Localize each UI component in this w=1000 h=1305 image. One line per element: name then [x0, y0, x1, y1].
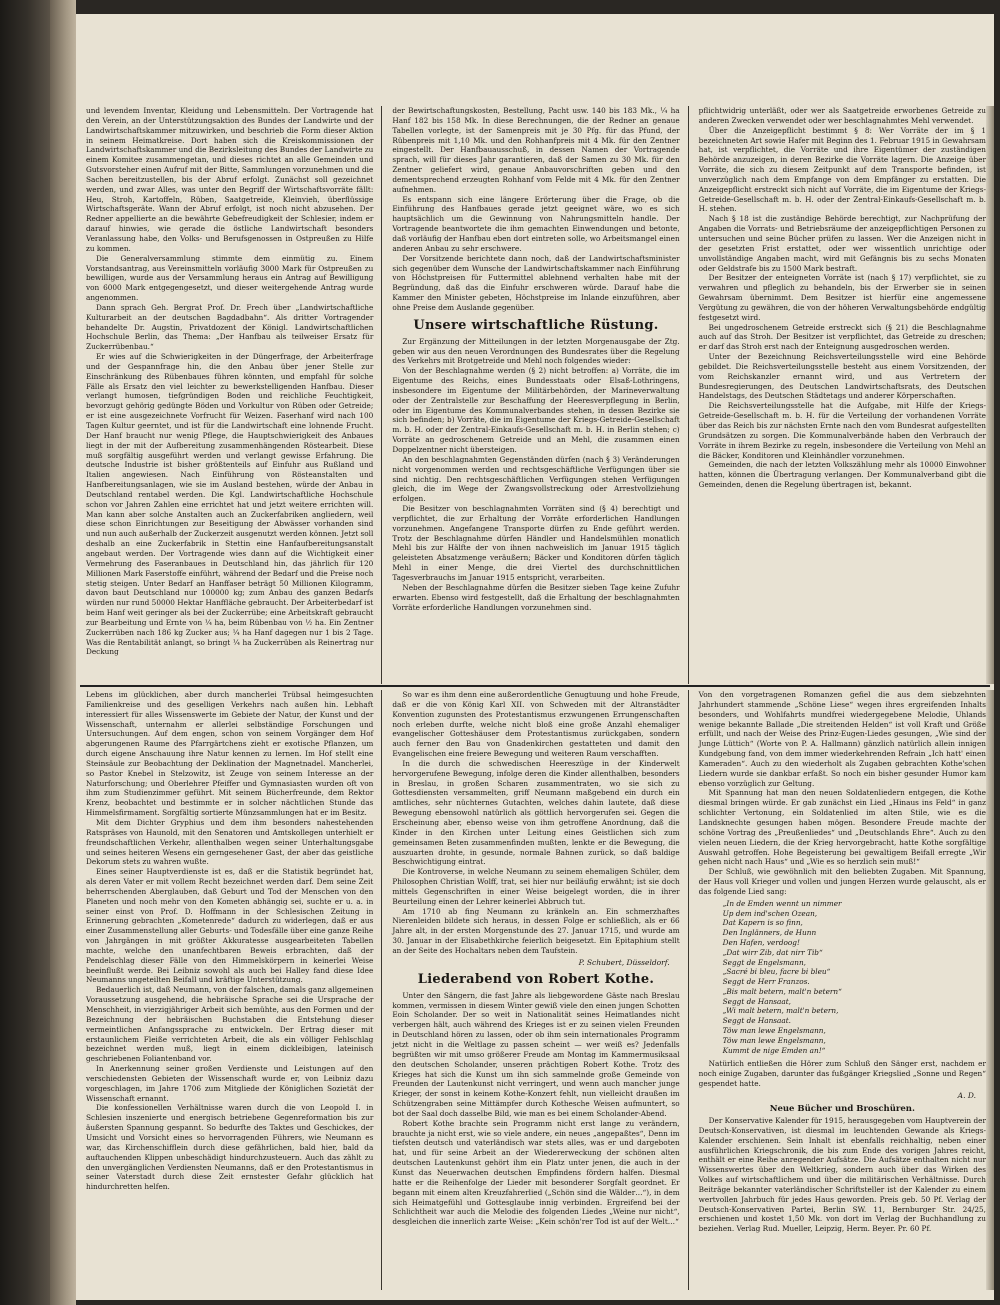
article-paragraph: Von den vorgetragenen Romanzen gefiel die aus dem siebzehnten Jahrhundert stammende „Schöne Liese“ wegen ihres ergreifenden Inhalts besonders, und Wohlfahrts mundfrei wiedergegebene Melodie, Uhlands wenige bekannte Ballade „Die streitenden Helden“ ist voll Kraft und Größe erfüllt, und nach der Weise des Prinz-Eugen-Liedes gesungen, „Wie sind der Junge Lüttich“ (Worte von P. A. Hallmann) gänzlich natürlich allein innigen Kundgebung fand, von dem immer wiederkehrenden Refrain „Ich hatt' einen Kameraden“. Auch zu den wiederholt als Zugaben gebrachten Kothe'schen Liedern wurde sie dankbar erfaßt. So noch ein bisher gesunder Humor kam ebenso vorzüglich zur Geltung. — [698, 690, 986, 788]
top-column-3 — [688, 106, 994, 684]
article-paragraph: Der Vorsitzende berichtete dann noch, daß der Landwirtschaftsminister sich gegenüber dem Wunsche der Landwirtschaftskammer nach Einführung von Höchstpreisen für Futtermittel ablehnend verhalten habe mit der Begründung, daß das die Einfuhr erschweren würde. Darauf habe die Kammer den Minister gebeten, Höchstpreise im Inlande einzuführen, aber ohne Preise dem Auslande gegenüber. — [392, 253, 680, 312]
lyric-line: Dat Kapern is so finn, — [722, 918, 803, 928]
section-divider — [80, 685, 990, 687]
article-paragraph: und levendem Inventar, Kleidung und Lebensmitteln. Der Vortragende hat den Verein, an der Unterstützungsaktion des Bundes der Landwirte und der Landwirtschaftskammer mitzuwirken, und beschrieb die Form dieser Aktion in seinem Heimatkreise. Dort haben sich die Kreiskommissionen der Landwirtschaftskammer und die Bezirksleitung des Bundes der Landwirte zu einem Komitee zusammengetan, und dieses richtet an alle Gemeinden und Gutsvorsteher einen Aufruf mit der Bitte, Sammlungen vorzunehmen und die Sachen bereitzustellen, bis der Abruf erfolgt. Zunächst soll gezeichnet werden, und zwar Alles, was unter den Begriff der Wirtschaftsvorräte fällt: Heu, Stroh, Kartoffeln, Rüben, Saatgetreide, Kleinvieh, überflüssige Wirtschaftsgeräte. Wann der Abruf erfolgt, ist noch nicht abzusehen. Der Redner appellierte an die bewährte Gebefreudigkeit der Schlesier, indem er darauf hinwies, wie gerade die östliche Landwirtschaft besonders Veranlassung habe, den Volks- und Berufsgenossen in Ostpreußen zu Hilfe zu kommen. — [86, 106, 374, 253]
author-signature: P. Schubert, Düsseldorf. — [578, 957, 670, 967]
page-fold-shadow — [986, 106, 994, 684]
article-paragraph: Robert Kothe brachte sein Programm nicht erst lange zu verändern, brauchte ja nicht erst, wie so viele andere, ein neues „angepaßtes“, Denn im tiefsten deutsch und vaterländisch war stets alles, was er und dargeboten hat, und für seine Arbeit an der Wiedererweckung der schönen alten deutschen Lautenkunst gehört ihm ein Platz unter jenen, die auch in der Kunst das Neuerwachen deutschen Empfindens fördern halfen. Diesmal hatte er die Reihenfolge der Lieder mit besonderer Sorgfalt geordnet. Er begann mit einem alten Kreuzfahrerlied („Schön sind die Wälder…“), in dem sich Heimatgefühl und Gottesglaube innig verbinden. Ergreifend bei der Schlichtheit war auch die Melodie des folgenden Liedes „Weine nur nicht“, desgleichen die innerlich zarte Weise: „Kein schön'rer Tod ist auf der Welt…“ — [392, 1118, 680, 1227]
article-paragraph: Lebens im glücklichen, aber durch mancherlei Trübsal heimgesuchten Familienkreise und des geselligen Verkehrs nach außen hin. Lebhaft interessiert für alles Wissenswerte im Gebiete der Natur, der Kunst und der Wissenschaft, unternahm er allerlei selbständige Forschungen und Untersuchungen. Auf dem engen, schon von seinem Vorgänger dem Hof abgerungenen Raume des Pfarrgärtchens zieht er exotische Pflanzen, um durch eigene Anschauung ihre Natur kennen zu lernen. Im Hof stellt eine Steinsäule zur Beobachtung der Deklination der Magnetnadel. Mancherlei, so Pastor Knebel in Stelzowitz, ist Zeuge von seinem Interesse an der Naturforschung; und Oberlehrer Pfeiffer und Gymnasiasten wurden oft von ihm zum Studienzimmer geführt. Mit seinem Bücherfreunde, dem Rektor Krenz, beobachtet und bestimmte er in solcher nächtlichen Stunde das Himmelsfirmament. Sorgfältig sortierte Münzsammlungen hat er im Besitz. — [86, 690, 374, 818]
article-paragraph: Neben der Beschlagnahme dürfen die Besitzer sieben Tage keine Zufuhr erwarten. Ebenso wird festgestellt, daß die Erhaltung der beschlagnahmten Vorräte erforderliche Handlungen vorzunehmen sind. — [392, 582, 680, 612]
article-paragraph: Die Generalversammlung stimmte dem einmütig zu. Einem Vorstandsantrag, aus Vereinsmitteln vorläufig 3000 Mark für Ostpreußen zu bewilligen, wurde aus der Versammlung heraus ein Antrag auf Bewilligung von 6000 Mark entgegengesetzt, und dieser weitergehende Antrag wurde angenommen. — [86, 253, 374, 303]
lyric-line: „Dat wirr Zib, dat nirr Tib“ — [722, 947, 823, 957]
article-paragraph: Die Kontroverse, in welche Neumann zu seinem ehemaligen Schüler, dem Philosophen Christian Wolff, trat, sei hier nur beiläufig erwähnt; ist sie doch mittels Gegenschriften in einer Weise beigelegt worden, die in ihrer Beurteilung einen der Lehrer keinerlei Abbruch tut. — [392, 867, 680, 906]
lyric-line: Töw man lewe Engelsmann, — [722, 1026, 826, 1036]
lyric-line: Seggt de Hansaat. — [722, 1016, 791, 1026]
article-paragraph: In Anerkennung seiner großen Verdienste und Leistungen auf den verschiedensten Gebieten der Wissenschaft wurde er, von Leibniz dazu vorgeschlagen, im Jahre 1706 zum Mitgliede der Königlichen Sozietät der Wissenschaft ernannt. — [86, 1064, 374, 1103]
article-paragraph: Unter den Sängern, die fast Jahre als liebgewordene Gäste nach Breslau kommen, vermissen in diesem Winter gewiß viele den einen jungen Schotten Eoin Scholander. Der so weit in Nationalität seines Heimatlandes nicht verbergen hält, auch während des Krieges ist er zu seinen vielen Freunden in Deutschland hören zu lassen, oder ob ihm sein internationales Programm jetzt nicht in die Weltlage zu passen scheint — wer weiß es? Jedenfalls begrüßten wir mit umso größerer Freude am Montag im Kammermusiksaal den deutschen Scholander, unseren prächtigen Robert Kothe. Trotz des Krieges hat sich die Kunst um ihn sich sammelnde große Gemeinde von Freunden der Lautenkunst nicht verringert, und wenn auch mancher junge Krieger, der sonst in keinem Kothe-Konzert fehlt, nun vielleicht draußen im Schützengraben seine Mittämpfer durch Kothesche Weisen aufmuntert, so bot der Saal doch dasselbe Bild, wie man es bei einem Scholander-Abend. — [392, 990, 680, 1118]
newspaper-page — [76, 14, 994, 1300]
article-paragraph: An den beschlagnahmten Gegenständen dürfen (nach § 3) Veränderungen nicht vorgenommen werden und rechtsgeschäftliche Verfügungen über sie sind nichtig. Den rechtsgeschäftlichen Verfügungen stehen Verfügungen gleich, die im Wege der Zwangsvollstreckung oder Arrestvollziehung erfolgen. — [392, 454, 680, 504]
top-section — [76, 106, 994, 684]
article-heading: Unsere wirtschaftliche Rüstung. — [413, 317, 659, 333]
article-paragraph: Der Schluß, wie gewöhnlich mit den beliebten Zugaben. Mit Spannung, der Haus voll Krieger und vollen und jungen Herzen wurde gelauscht, als er das folgende Lied sang: — [698, 867, 986, 896]
article-paragraph: Natürlich entließen die Hörer zum Schluß den Sänger erst, nachdem er noch einige Zugaben, darunter das fußgänger Kriegslied „Sonne und Regen“ gespendet hatte. — [698, 1059, 986, 1089]
article-paragraph: Der Besitzer der enteigneten Vorräte ist (nach § 17) verpflichtet, sie zu verwahren und pfleglich zu behandeln, bis der Erwerber sie in seinen Gewahrsam übernimmt. Dem Besitzer ist hierfür eine angemessene Vergütung zu gewähren, die von der höheren Verwaltungsbehörde endgültig festgesetzt wird. — [698, 273, 986, 322]
article-paragraph: Es entspann sich eine längere Erörterung über die Frage, ob die Einführung des Hanfbaues gerade jetzt geeignet wäre, wo es sich hauptsächlich um die Gewinnung von Nahrungsmitteln handle. Der Vortragende beantwortete die ihm gemachten Einwendungen und betonte, daß vorläufig der Hanfbau eben dort eintreten solle, wo Arbeitsmangel einen anderen Anbau zu sehr erschwere. — [392, 194, 680, 253]
song-lyrics — [723, 899, 986, 1056]
article-paragraph: Über die Anzeigepflicht bestimmt § 8: Wer Vorräte der im § 1 bezeichneten Art sowie Hafer mit Beginn des 1. Februar 1915 in Gewahrsam hat, ist verpflichtet, die Vorräte und ihre Eigentümer der zuständigen Behörde anzuzeigen, in deren Bezirke die Vorräte lagern. Die Anzeige über Vorräte, die sich zu diesem Zeitpunkt auf dem Transporte befinden, ist unverzüglich nach dem Empfange von dem Empfänger zu erstatten. Die Anzeigepflicht erstreckt sich nicht auf Vorräte, die im Eigentume der Kriegs-Getreide-Gesellschaft m. b. H. oder der Zentral-Einkaufs-Gesellschaft m. b. H. stehen. — [698, 125, 986, 214]
page-gutter — [50, 0, 76, 1305]
article-paragraph: Mit dem Dichter Gryphius und dem ihm besonders nahestehenden Ratspräses von Haunold, mit den Senatoren und Amtskollegen unterhielt er freundschaftlichen Verkehr, allenthalben wegen seiner Unterhaltungsgabe und seines heiteren Wesens ein gerngesehener Gast, der aber das geistliche Dekorum stets zu wahren wußte. — [86, 817, 374, 867]
article-paragraph: Die konfessionellen Verhältnisse waren durch die von Leopold I. in Schlesien inszenierte und energisch betriebene Gegenreformation bis zur äußersten Spannung gespannt. So bedurfte des Taktes und Geschickes, der Umsicht und Vorsicht eines so hervorragenden Führers, wie Neumann es war, das Kirchenschifflein durch diese gefährlichen, bald hier, bald da auftauchenden Klippen unbeschädigt hindurchzusteuern. Auch das zählt zu den unvergänglichen Verdiensten Neumanns, daß er den Protestantismus in seiner Vaterstadt durch diese Zeit ernstester Gefahr glücklich hat hindurchretten helfen. — [86, 1103, 374, 1192]
book-binding — [0, 0, 50, 1305]
page-fold-shadow — [986, 690, 994, 1290]
article-paragraph: Eines seiner Hauptverdienste ist es, daß er die Statistik begründet hat, als deren Vater er mit vollem Recht bezeichnet werden darf. Dem seine Zeit beherrschenden Aberglauben, daß Geburt und Tod der Menschen von den Planeten und noch mehr von den Kometen abhängig sei, suchte er u. a. in seiner einst von Prof. D. Hoffmann in der Schlesischen Zeitung in Erinnerung gebrachten „Kometenrede“ dadurch zu widerlegen, daß er aus einer Zusammenstellung aller Geburts- und Todesfälle über eine ganze Reihe von Jahrgängen in mit größter Akkuratesse ausgearbeiteten Tabellen machte, welche den unanfechtbaren Beweis erbrachten, daß der Pendelschlag dieser Fälle von den Himmelskörpern in keinerlei Weise beeinflußt werde. Bei Leibniz sowohl als auch bei Halley fand diese Idee Neumanns ungeteilten Beifall und kräftige Unterstützung. — [86, 867, 374, 985]
article-paragraph: So war es ihm denn eine außerordentliche Genugtuung und hohe Freude, daß er die von König Karl XII. von Schweden mit der Altranstädter Konvention zugunsten des Protestantismus erzwungenen Errungenschaften noch erleben durfte, welche nicht bloß eine große Anzahl ehemaliger evangelischer Gotteshäuser dem Protestantismus zurückgaben, sondern auch ferner den Bau von Gnadenkirchen gestatteten und damit den Evangelischen eine freiere Bewegung und weiteren Raum verschafften. — [392, 690, 680, 759]
lyric-line: „Bis malt betern, malt'n betern“ — [722, 986, 842, 996]
article-paragraph: Der Konservative Kalender für 1915, herausgegeben vom Hauptverein der Deutsch-Konservativen, ist diesmal im leuchtenden Gewande als Kriegs-Kalender erschienen. Sein Inhalt ist ebenfalls reichhaltig, neben einer ausführlichen Kriegschronik, die bis zum Ende des vorigen Jahres reicht, enthält er eine Reihe anregender Aufsätze. Die Aufsätze enthalten nicht nur Wissenswertes über den Weltkrieg, sondern auch über das Wirken des Volkes auf wirtschaftlichem und über die militärischen Verhältnisse. Durch Beiträge bekannter vaterländischer Schriftsteller ist der Kalender zu einem wertvollen Jahrbuch für jedes Haus geworden. Preis geb. 50 Pf. Verlag der Deutsch-Konservativen Partei, Berlin SW. 11, Bernburger Str. 24/25, erschienen und kostet 1,50 Mk. von dort im Verlag der Buchhandlung zu beziehen. Verlag Rud. Mueller, Leipzig, Herm. Beyer. Pr. 60 Pf. — [698, 1116, 986, 1234]
article-paragraph: Die Besitzer von beschlagnahmten Vorräten sind (§ 4) berechtigt und verpflichtet, die zur Erhaltung der Vorräte erforderlichen Handlungen vorzunehmen. Angefangene Transporte dürfen zu Ende geführt werden. Trotz der Beschlagnahme dürfen Händler und Handelsmühlen monatlich Mehl bis zur Hälfte der von ihnen nachweislich im Januar 1915 täglich geleisteten Absatzmenge veräußern; Bäcker und Konditoren dürfen täglich Mehl in einer Menge, die drei Viertel des durchschnittlichen Tagesverbrauchs im Januar 1915 entspricht, verarbeiten. — [392, 504, 680, 582]
article-paragraph: Unter der Bezeichnung Reichsverteilungsstelle wird eine Behörde gebildet. Die Reichsverteilungsstelle besteht aus einem Vorsitzenden, der vom Reichskanzler ernannt wird, und aus Vertretern der Bundesregierungen, des Deutschen Landwirtschaftsrats, des Deutschen Handelstags, des Deutschen Städtetags und anderer Körperschaften. — [698, 352, 986, 401]
feuilleton-section — [76, 690, 994, 1290]
author-signature: A. D. — [957, 1091, 976, 1100]
article-paragraph: In die durch die schwedischen Heereszüge in der Kinderwelt hervorgerufene Bewegung, infolge deren die Kinder allenthalben, besonders in Breslau, in großen Scharen zusammentraten, wo sie sich zu Gottesdiensten versammelten, griff Neumann maßgebend ein durch ein amtliches, sehr nüchternes Gutachten, welches dahin lautete, daß diese Bewegung ebensowohl natürlich als göttlich hervorgerufen sei. Gegen die Erscheinung aber, ebenso weise von ihm getroffene Anordnung, daß die Kinder in den Kirchen unter Leitung eines Geistlichen sich zum gemeinsamen Beten zusammenfinden mußten, lenkte er die Bewegung, die auszuarten drohte, in gesunde, normale Bahnen zurück, so daß baldige Beschwichtigung eintrat. — [392, 758, 680, 867]
article-paragraph: Am 1710 ab fing Neumann zu kränkeln an. Ein schmerzhaftes Nierenleiden bildete sich heraus, in dessen Folge er schließlich, als er 66 Jahre alt, in der ersten Morgenstunde des 27. Januar 1715, und wurde am 30. Januar in der Elisabethkirche feierlich beigesetzt. Ein Epitaphium stellt an der Seite des Hochaltars neben dem Taufstein. — [392, 906, 680, 955]
bottom-column-2 — [381, 690, 687, 1290]
bottom-column-1 — [76, 690, 381, 1290]
top-column-2 — [381, 106, 687, 684]
top-column-1 — [76, 106, 381, 684]
lyric-line: Töw man lewe Engelsmann, — [722, 1035, 826, 1045]
article-paragraph: Zur Ergänzung der Mitteilungen in der letzten Morgenausgabe der Ztg. geben wir aus den neuen Verordnungen des Bundesrates über die Regelung des Verkehrs mit Brotgetreide und Mehl noch folgendes wieder: — [392, 336, 680, 366]
lyric-line: „Wi malt betern, malt'n betern, — [722, 1006, 839, 1016]
lyric-line: Seggt de Herr Franzos. — [722, 977, 810, 987]
lyric-line: „Sacré bi bleu, facre bi bleu“ — [722, 967, 831, 977]
lyric-line: Kummt de nige Emden an!“ — [722, 1045, 826, 1055]
lyric-line: Den Hafen, verdoog! — [722, 937, 800, 947]
article-paragraph: der Bewirtschaftungskosten, Bestellung, Pacht usw. 140 bis 183 Mk., ¼ ha Hanf 182 bis 158 Mk. In diese Berechnungen, die der Redner an genaue Tabellen vorlegte, ist der Samenpreis mit je 30 Pfg. für das Pfund, der Rübenpreis mit 1,10 Mk. und den Rohhanfpreis mit 4 Mk. für den Zentner eingestellt. Der Hanfbauausschuß, in dessen Namen der Vortragende sprach, will für dieses Jahr garantieren, daß der Samen zu 30 Mk. für den Zentner geliefert wird, genaue Anbauvorschriften geben und den dementsprechend erzeugten Rohhanf vom Felde mit 4 Mk. für den Zentner aufnehmen. — [392, 106, 680, 194]
section-heading: Neue Bücher und Broschüren. — [769, 1104, 915, 1114]
article-paragraph: Gemeinden, die nach der letzten Volkszählung mehr als 10000 Einwohner hatten, können die Übertragung verlangen. Der Kommunalverband gibt die Gemeinden, denen die Regelung übertragen ist, bekannt. — [698, 460, 986, 490]
article-paragraph: Dann sprach Geh. Bergrat Prof. Dr. Frech über „Landwirtschaftliche Kulturarbeit an der deutschen Bagdadbahn“. Als dritter Vortragender behandelte Dr. Augstin, Privatdozent der Königl. Landwirtschaftlichen Hochschule Berlin, das Thema: „Der Hanfbau als teilweiser Ersatz für Zuckerrübenbau.“ — [86, 302, 374, 352]
lyric-line: „In de Emden wennt un nimmer — [722, 898, 842, 908]
article-paragraph: Von der Beschlagnahme werden (§ 2) nicht betroffen: a) Vorräte, die im Eigentume des Reichs, eines Bundesstaats oder Elsaß-Lothringens, insbesondere im Eigentume der Militärbehörden, der Marineverwaltung oder der Zentralstelle zur Beschaffung der Heeresverpflegung in Berlin, oder im Eigentume des Kommunalverbandes stehen, in dessen Bezirke sie sich befinden; b) Vorräte, die im Eigentume der Kriegs-Getreide-Gesellschaft m. b. H. oder der Zentral-Einkaufs-Gesellschaft m. b. H. in Berlin stehen; c) Vorräte an gedroschenem Getreide und an Mehl, die zusammen einen Doppelzentner nicht übersteigen. — [392, 366, 680, 454]
article-heading: Liederabend von Robert Kothe. — [417, 971, 655, 987]
lyric-line: Den Inglänners, de Hunn — [722, 928, 817, 938]
article-paragraph: Nach § 18 ist die zuständige Behörde berechtigt, zur Nachprüfung der Angaben die Vorrats- und Betriebsräume der anzeigepflichtigen Personen zu untersuchen und seine Bücher prüfen zu lassen. Wer die Anzeigen nicht in der gesetzten Frist erstattet, oder wer wissentlich unrichtige oder unvollständige Angaben macht, wird mit Gefängnis bis zu sechs Monaten oder Geldstrafe bis zu 1500 Mark bestraft. — [698, 214, 986, 273]
lyric-line: Seggt de Engelsmann, — [722, 957, 806, 967]
article-paragraph: pflichtwidrig unterläßt, oder wer als Saatgetreide erworbenes Getreide zu anderen Zwecken verwendet oder wer beschlagnahmtes Mehl verwendet. — [698, 106, 986, 125]
lyric-line: Seggt de Hansaat, — [722, 996, 791, 1006]
article-paragraph: Mit Spannung hat man den neuen Soldatenliedern entgegen, die Kothe diesmal bringen würde. Er gab zunächst ein Lied „Hinaus ins Feld“ in ganz schlichter Vertonung, ein Soldatenlied im alten Stile, wie es die Landsknechte gesungen haben mögen. Besondere Freude machte der schöne Vortrag des „Preußenliedes“ und „Deutschlands Ehre“. Auch zu den vielen neuen Liedern, die der Krieg hervorgebracht, hatte Kothe sorgfältige Auswahl getroffen. Hohe Begeisterung bei gewaltigem Beifall erregte „Wir gehen nicht nach Haus“ und „Wie es so herzlich sein muß!“ — [698, 788, 986, 867]
bottom-column-3 — [688, 690, 994, 1290]
article-paragraph: Er wies auf die Schwierigkeiten in der Düngerfrage, der Arbeiterfrage und der Gespannfrage hin, die den Anbau über jener Stelle zur Einschränkung des Rübenbaues führen könnten, und empfahl für solche Fälle als Ersatz den viel leichter zu bewerkstelligenden Hanfbau. Dieser verlangt humosen, tiefgründigen Boden und reichliche Feuchtigkeit, bevorzugt gehörig gedüngte Böden und Vorkultur von Rüben oder Getreide; er ist eine ausgezeichnete Vorfrucht für Weizen. Faserhanf wird nach 100 Tagen Kultur geerntet, und ist für die Landwirtschaft eine lohnende Frucht. Der Hanf braucht nur wenig Pflege, die Hauptschwierigkeit des Anbaues liegt in der mit der Aufbereitung zusammenhängenden Röstearbeit. Diese muß sorgfältig ausgeführt werden und verlangt gewisse Erfahrung. Die deutsche Industrie ist bisher größtenteils auf Einfuhr aus Rußland und Italien angewiesen. Nach Einführung von Rösteanstalten und Hanfbereitungsanlagen, wie sie im Ausland bestehen, würde der Anbau in Deutschland rentabel werden. Die Kgl. Landwirtschaftliche Hochschule schon vor Jahren Zahlen eine errichtet hat und jetzt weitere errichten will. Man kann aber solche Anstalten auch an Zuckerfabriken angliedern, weil diese schon Einrichtungen zur Beseitigung der Abwässer vorhanden sind und nun auch außerhalb der Zuckerzeit ausgenutzt werden können. Jetzt soll deshalb an eine Zuckerfabrik in Stettin eine Hanfaufbereitungsanstalt angebaut werden. Der Vortragende wies dann auf die Wichtigkeit einer Vermehrung des Faseranbaues in Deutschland hin, das jährlich für 120 Millionen Mark Faserstoffe einführt, während der Bedarf und die Preise noch stetig steigen. Unter Bedarf an Hanffaser beträgt 50 Millionen Kilogramm, davon baut Deutschland nur 100000 kg; zum Anbau des ganzen Bedarfs würden nur rund 50000 Hektar Hanffläche gebraucht. Der Arbeiterbedarf ist beim Hanf weit geringer als bei der Zuckerrübe; eine Arbeitskraft gebraucht zur Bearbeitung und Ernte von ¼ ha, beim Rübenbau von ½ ha. Ein Zentner Zuckerrüben nach 186 kg Zucker aus; ¼ ha Hanf dagegen nur 1 bis 2 Tage. Was die Rentabilität anlangt, so bringt ¼ ha Zuckerrüben als Reinertrag nur Deckung — [86, 352, 374, 657]
article-paragraph: Bei ungedroschenem Getreide erstreckt sich (§ 21) die Beschlagnahme auch auf das Stroh. Der Besitzer ist verpflichtet, das Getreide zu dreschen; er darf das Stroh erst nach der Enteignung ausgedroschen werden. — [698, 322, 986, 352]
article-paragraph: Die Reichsverteilungsstelle hat die Aufgabe, mit Hilfe der Kriegs-Getreide-Gesellschaft m. b. H. für die Verteilung der vorhandenen Vorräte über das Reich bis zur nächsten Ernte nach den vom Bundesrat aufgestellten Grundsätzen zu sorgen. Die Kommunalverbände haben den Verbrauch der Vorräte in ihrem Bezirke zu regeln, insbesondere die Verteilung von Mehl an die Bäcker, Konditoren und Kleinhändler vorzunehmen. — [698, 401, 986, 460]
lyric-line: Up dem ind'schen Ozean, — [722, 908, 818, 918]
article-paragraph: Bedauerlich ist, daß Neumann, von der falschen, damals ganz allgemeinen Voraussetzung ausgehend, die hebräische Sprache sei die Ursprache der Menschheit, in vierzigjähriger Arbeit sich bemühte, aus den Formen und der Bezeichnung der hebräischen Buchstaben die Entstehung dieser vermeintlichen Anfangssprache zu entwickeln. Der Ertrag dieser mit erstaunlichem Fleiße verrichteten Arbeit, die als ein völliger Fehlschlag bezeichnet werden muß, liegt in einem dickleibigen, lateinisch geschriebenen Foliantenband vor. — [86, 985, 374, 1064]
